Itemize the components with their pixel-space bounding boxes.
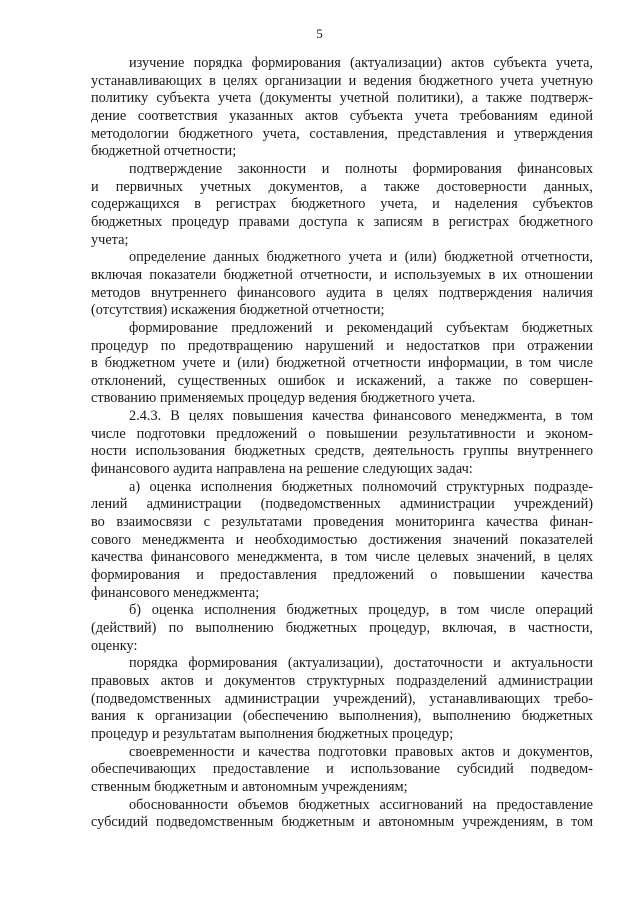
text-line: б) оценка исполнения бюджетных процедур, в том числе операций [129,602,593,619]
text-line: обоснованности объемов бюджетных ассигнований на предоставление [129,796,593,813]
paragraph [91,55,593,161]
text-line: во взаимосвязи с результатами проведения мониторинга качества финан- [91,514,593,531]
text-line: обеспечивающих предоставление и использование субсидий подведом- [91,761,593,778]
text-line: порядка формирования (актуализации), достаточности и актуальности [129,655,593,672]
text-line: содержащихся в регистрах бюджетного учета, и наделения субъектов [91,196,593,213]
text-line: лений администрации (подведомственных администрации учреждений) [91,496,593,513]
text-line: методологии бюджетного учета, составления, представления и утверждения [91,125,593,142]
paragraph [91,655,593,743]
paragraph [91,249,593,320]
text-line: (отсутствия) искажения бюджетной отчетности; [91,302,385,319]
text-line: отклонений, существенных ошибок и искажений, а также по совершен- [91,372,593,389]
text-line: включая показатели бюджетной отчетности, и используемых в их отношении [91,266,593,283]
paragraph [91,797,593,832]
text-line: подтверждение законности и полноты формирования финансовых [129,160,593,177]
text-line: субсидий подведомственным бюджетным и автономным учреждениям, в том [91,814,593,831]
text-line: 2.4.3. В целях повышения качества финансового менеджмента, в том [129,408,593,425]
paragraph [91,320,593,408]
text-line: финансового аудита направлена на решение следующих задач: [91,461,473,478]
text-line: качества финансового менеджмента, в том числе целевых значений, в целях [91,549,593,566]
document-body [91,55,593,832]
text-line: дение соответствия указанных актов субъекта учета требованиям единой [91,107,593,124]
text-line: числе подготовки предложений о повышении результативности и эконом- [91,425,593,442]
text-line: определение данных бюджетного учета и (или) бюджетной отчетности, [129,249,593,266]
text-line: бюджетных процедур правами доступа к записям в регистрах бюджетного [91,213,593,230]
text-line: вания к организации (обеспечению выполнения), выполнению бюджетных [91,708,593,725]
text-line: процедур и результатам выполнения бюджетных процедур; [91,725,454,742]
text-line: (действий) по выполнению бюджетных процедур, включая, в частности, [91,620,593,636]
paragraph [91,408,593,479]
page-number: 5 [316,26,323,41]
text-line: правовых актов и документов структурных подразделений администрации [91,672,593,689]
text-line: сового менеджмента и необходимостью достижения значений показателей [91,531,593,548]
text-line: устанавливающих в целях организации и ведения бюджетного учета учетную [91,72,593,89]
text-line: в бюджетном учете и (или) бюджетной отчетности информации, в том числе [91,355,593,372]
paragraph [91,744,593,797]
text-line: и первичных учетных документов, а также достоверности данных, [91,178,593,195]
text-line: финансового менеджмента; [91,584,260,601]
text-line: своевременности и качества подготовки правовых актов и документов, [129,743,593,760]
text-line: ствованию применяемых процедур ведения бюджетного учета. [91,390,476,407]
text-line: изучение порядка формирования (актуализации) актов субъекта учета, [129,55,593,71]
paragraph [91,602,593,655]
text-line: методов внутреннего финансового аудита в целях подтверждения наличия [91,284,593,301]
text-line: а) оценка исполнения бюджетных полномочий структурных подразде- [129,478,593,495]
text-line: учета; [91,231,129,248]
text-line: формирование предложений и рекомендаций субъектам бюджетных [129,319,593,336]
text-line: политику субъекта учета (документы учетной политики), а также подтверж- [91,90,593,107]
text-line: (подведомственных администрации учреждений), устанавливающих требо- [91,690,593,707]
text-line: формирования и предоставления предложений о повышении качества [91,567,593,584]
paragraph [91,479,593,603]
text-line: бюджетной отчетности; [91,143,237,160]
text-line: ности использования бюджетных средств, деятельность группы внутреннего [91,443,593,460]
text-line: оценку: [91,637,138,654]
text-line: ственным бюджетным и автономным учреждениям; [91,778,408,795]
paragraph [91,161,593,249]
text-line: процедур по предотвращению нарушений и недостатков при отражении [91,337,593,354]
